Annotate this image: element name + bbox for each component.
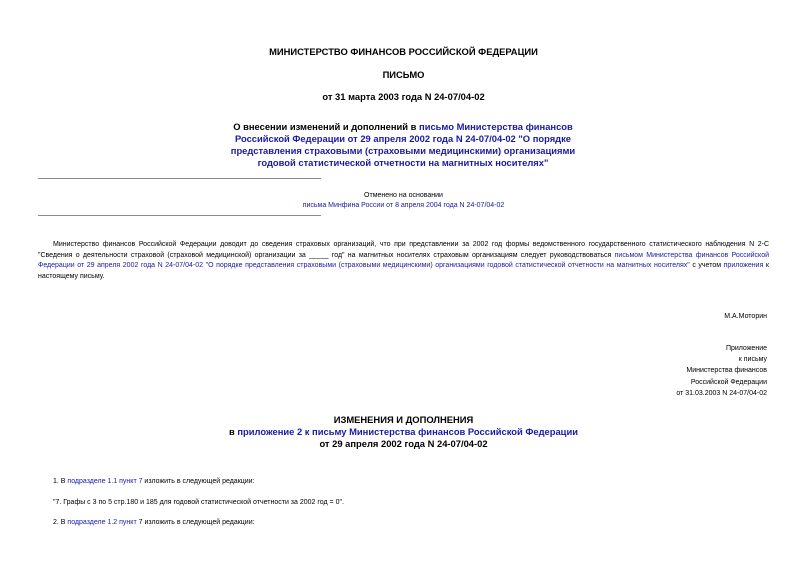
body-link-letter[interactable]: письмом Министерства финансов Российской Федерации от 29 апреля 2002 года N 24-07/04-02 "О порядке представления страховыми (страховыми медицинскими) организациями годовой статистической отчетности на магнитных носителях" — [38, 251, 770, 269]
divider-top — [38, 178, 321, 179]
change-item-2-prefix: 2. В — [53, 519, 68, 526]
body-part3: к настоящему письму. — [38, 262, 769, 280]
change-item-1-text: "7. Графы с 3 по 5 стр.180 и 185 для годовой статистической отчетности за 2002 год = 0". — [53, 499, 344, 506]
cancel-note-text: Отменено на основании — [364, 192, 443, 199]
appendix-line-1: Приложение — [725, 345, 767, 352]
changes-subtitle-prefix: в — [229, 426, 238, 437]
change-item-1-link-subsection[interactable]: подразделе 1.1 — [67, 478, 118, 485]
body-part1: Министерство финансов Российской Федерации доводит до сведения страховых организаций, что при представлении за 2002 год формы ведомственного государственного статистического наблюдения N 2-С "Сведения о деятельности страховой (страховой медицинской) организации за _____ год" на магнитных носителях страховым организациям следует руководствоваться — [38, 241, 769, 259]
doc-date-number: от 31 марта 2003 года N 24-07/04-02 — [322, 91, 485, 102]
subject-heading — [230, 121, 576, 169]
change-item-1-suffix: изложить в следующей редакции: — [142, 478, 255, 485]
body-paragraph — [38, 240, 769, 282]
appendix-line-2: к письму — [738, 356, 767, 364]
changes-subtitle — [0, 426, 807, 438]
subject-link[interactable]: письмо Министерства финансов Российской Федерации от 29 апреля 2002 года N 24-07/04-02 "О порядке представления страховыми (страховыми медицинскими) организациями годовой статистической отчетности на магнитных носителях" — [230, 121, 576, 168]
cancel-note-link[interactable]: письма Минфина России от 8 апреля 2004 года N 24-07/04-02 — [302, 202, 505, 209]
change-item-2-link-point[interactable]: пункт — [119, 519, 137, 526]
doc-type-heading: ПИСЬМО — [382, 69, 425, 80]
change-item-2-suffix: 7 изложить в следующей редакции: — [136, 519, 255, 526]
change-item-1-link-point[interactable]: пункт 7 — [119, 478, 143, 485]
appendix-line-5: от 31.03.2003 N 24-07/04-02 — [676, 389, 767, 397]
divider-bottom — [38, 215, 321, 216]
changes-subtitle-link[interactable]: приложение 2 к письму Министерства финансов Российской Федерации — [237, 426, 578, 437]
subject-prefix: О внесении изменений и дополнений в — [233, 121, 420, 132]
body-link-appendix[interactable]: приложения — [723, 262, 764, 269]
change-item-2-link-subsection[interactable]: подразделе 1.2 — [67, 519, 118, 526]
body-part2: с учетом — [689, 262, 724, 269]
change-item-1 — [53, 477, 769, 488]
ministry-heading: МИНИСТЕРСТВО ФИНАНСОВ РОССИЙСКОЙ ФЕДЕРАЦИИ — [269, 46, 538, 57]
appendix-line-3: Министерства финансов — [686, 367, 767, 375]
change-item-1-prefix: 1. В — [53, 478, 68, 485]
change-item-2 — [53, 518, 769, 529]
signature: М.А.Моторин — [724, 313, 767, 320]
changes-subtitle-date: от 29 апреля 2002 года N 24-07/04-02 — [319, 438, 488, 449]
appendix-reference — [676, 343, 767, 399]
changes-title: ИЗМЕНЕНИЯ И ДОПОЛНЕНИЯ — [333, 414, 474, 425]
appendix-line-4: Российской Федерации — [690, 378, 767, 386]
